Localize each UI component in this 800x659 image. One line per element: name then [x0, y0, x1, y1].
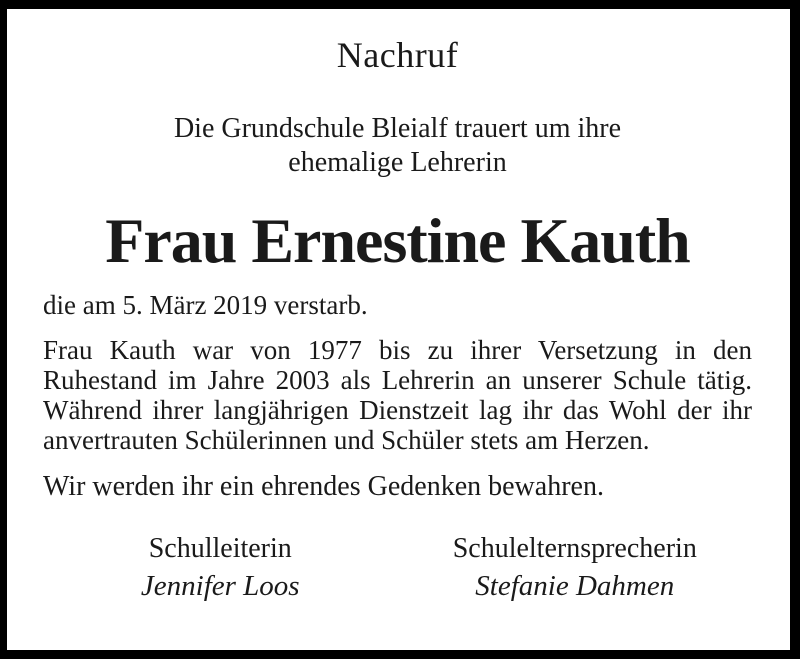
deceased-name-headline: Frau Ernestine Kauth [105, 205, 690, 276]
signature-left [43, 533, 398, 604]
signature-right-name: Stefanie Dahmen [475, 570, 675, 602]
notice-content [7, 9, 790, 650]
obituary-body-paragraph: Frau Kauth war von 1977 bis zu ihrer Versetzung in den Ruhestand im Jahre 2003 als Lehrerin an unserer Schule tätig. Während ihrer langjährigen Dienstzeit lag ihr das Wohl der ihr anvertrauten Schülerinnen und Schüler stets am Herzen. [43, 335, 752, 455]
death-date-line: die am 5. März 2019 verstarb. [43, 290, 368, 320]
intro-block [43, 112, 752, 180]
closing-line: Wir werden ihr ein ehrendes Gedenken bewahren. [43, 471, 604, 502]
signature-left-role: Schulleiterin [148, 533, 292, 564]
notice-title: Nachruf [336, 35, 459, 75]
signatures-block [43, 533, 752, 604]
intro-line-1: Die Grundschule Bleialf trauert um ihre [173, 113, 622, 144]
signature-right [398, 533, 753, 604]
intro-line-2: ehemalige Lehrerin [288, 147, 507, 178]
signature-left-name: Jennifer Loos [140, 570, 300, 602]
signature-right-role: Schulelternsprecherin [452, 533, 697, 564]
